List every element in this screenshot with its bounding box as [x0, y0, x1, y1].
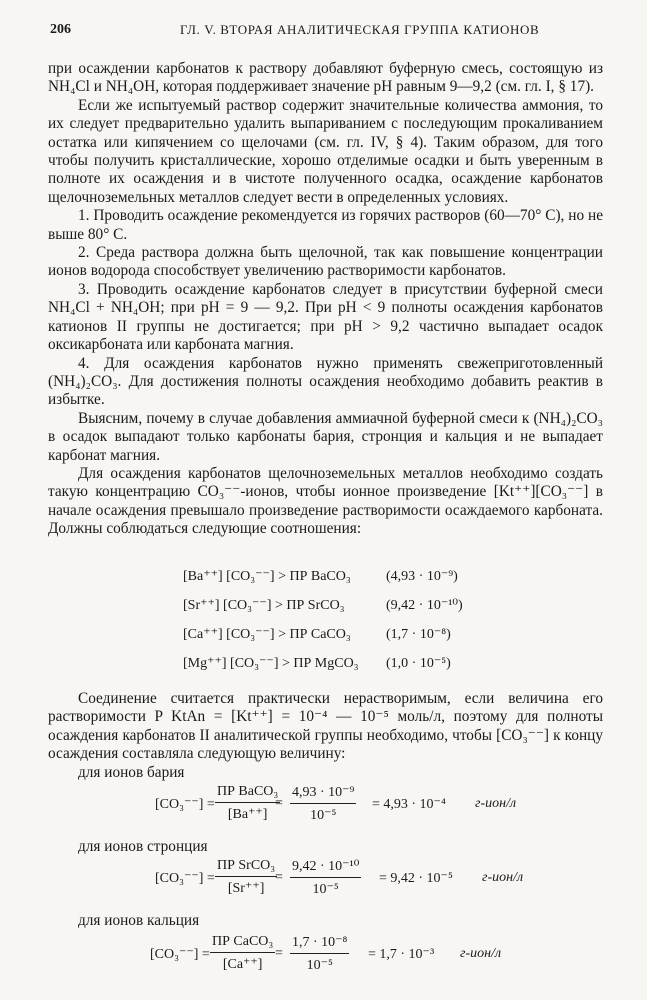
paragraph: при осаждении карбонатов к раствору добавляют буферную смесь, состоящую из NH₄Cl и NH₄OH, которая поддерживает значение pH равным 9—9,2 (см. гл. I, § 17).	[48, 60, 603, 96]
result: = 4,93 · 10⁻⁴	[372, 797, 446, 812]
running-title: ГЛ. V. ВТОРАЯ АНАЛИТИЧЕСКАЯ ГРУППА КАТИОНОВ	[180, 22, 540, 37]
result: = 9,42 · 10⁻⁵	[379, 871, 453, 886]
lhs: [CO₃⁻⁻] =	[155, 797, 215, 812]
numerator: 1,7 · 10⁻⁸	[290, 934, 349, 954]
ion-label: для ионов кальция	[78, 912, 200, 929]
numerator: ПР SrCO₃	[215, 858, 277, 877]
solubility-product-relations	[183, 568, 483, 684]
denominator: 10⁻⁵	[310, 808, 337, 823]
ratio-row	[183, 597, 483, 626]
numerator: ПР CaCO₃	[210, 934, 275, 953]
fraction	[210, 934, 275, 973]
denominator: [Sr⁺⁺]	[227, 881, 265, 896]
lhs: [CO₃⁻⁻] =	[150, 947, 210, 962]
denominator: 10⁻⁵	[306, 958, 333, 973]
page-number: 206	[50, 22, 71, 37]
unit: г-ион/л	[460, 946, 502, 961]
ratio-value: (1,0 · 10⁻⁵)	[386, 656, 451, 671]
ratio-row	[183, 626, 483, 655]
paragraph: Если же испытуемый раствор содержит значительные количества аммония, то их следует предварительно удалить выпариванием с последующим прокаливанием остатка или кипячением со щелочами (см. гл. IV, § 4). Таким образом, для того чтобы получить кристаллические, хорошо отделимые осадки и быть уверенным в полноте их осаждения и в чистоте полученного осадка, осаждение карбонатов щелочноземельных металлов следует вести в определенных условиях.	[48, 96, 603, 206]
paragraph: 3. Проводить осаждение карбонатов следует в присутствии буферной смеси NH₄Cl + NH₄OH; при pH = 9 — 9,2. При pH < 9 полноты осаждения карбонатов катионов II группы не достигается; при pH > 9,2 частично выпадает осадок оксикарбоната или карбоната магния.	[48, 280, 603, 354]
numerator: 9,42 · 10⁻¹⁰	[290, 858, 361, 878]
fraction	[215, 784, 280, 823]
denominator: 10⁻⁵	[312, 882, 339, 897]
ratio-expression: [Ba⁺⁺] [CO₃⁻⁻] > ПР BaCO₃	[183, 569, 351, 584]
denominator: [Ca⁺⁺]	[222, 957, 263, 972]
paragraph: 1. Проводить осаждение рекомендуется из горячих растворов (60—70° C), но не выше 80° C.	[48, 207, 603, 243]
ratio-expression: [Ca⁺⁺] [CO₃⁻⁻] > ПР CaCO₃	[183, 627, 351, 642]
ion-label: для ионов стронция	[78, 838, 208, 855]
numerator: 4,93 · 10⁻⁹	[290, 784, 356, 804]
calc-strontium: [CO₃⁻⁻] = ПР SrCO₃ [Sr⁺⁺] = $\frac{\text{9,42 · 10⁻¹⁰}}{\text{10⁻⁵}}$ = 9,42 · 10⁻⁵ г-ион/л	[155, 858, 524, 897]
solubility-text	[48, 690, 603, 764]
ratio-value: (9,42 · 10⁻¹⁰)	[386, 598, 463, 613]
result: = 1,7 · 10⁻³	[368, 947, 435, 962]
fraction	[290, 858, 361, 898]
ion-label: для ионов бария	[78, 764, 185, 781]
numerator: ПР BaCO₃	[215, 784, 280, 803]
paragraph: Для осаждения карбонатов щелочноземельных металлов необходимо создать такую концентрацию CO₃⁻⁻-ионов, чтобы ионное произведение [Kt⁺⁺][CO₃⁻⁻] в начале осаждения превышало произведение растворимости осаждаемого карбоната. Должны соблюдаться следующие соотношения:	[48, 464, 603, 538]
paragraph: Соединение считается практически нерастворимым, если величина его растворимости P KtAn = [Kt⁺⁺] = 10⁻⁴ — 10⁻⁵ моль/л, поэтому для полноты осаждения карбонатов II аналитической группы необходимо, чтобы [CO₃⁻⁻] к концу осаждения составляла следующую величину:	[48, 690, 603, 763]
unit: г-ион/л	[475, 796, 517, 811]
ratio-expression: [Sr⁺⁺] [CO₃⁻⁻] > ПР SrCO₃	[183, 598, 345, 613]
lhs: [CO₃⁻⁻] =	[155, 871, 215, 886]
fraction	[290, 934, 349, 974]
ratio-value: (4,93 · 10⁻⁹)	[386, 569, 458, 584]
ratio-expression: [Mg⁺⁺] [CO₃⁻⁻] > ПР MgCO₃	[183, 656, 359, 671]
denominator: [Ba⁺⁺]	[227, 807, 268, 822]
ratio-row	[183, 568, 483, 597]
paragraph: 4. Для осаждения карбонатов нужно применять свежеприготовленный (NH₄)₂CO₃. Для достижения полноты осаждения необходимо добавить реактив в избытке.	[48, 354, 603, 409]
page-header	[50, 22, 607, 42]
paragraph: Выясним, почему в случае добавления аммиачной буферной смеси к (NH₄)₂CO₃ в осадок выпадают только карбонаты бария, стронция и кальция и не выпадает карбонат магния.	[48, 409, 603, 464]
body-text	[48, 60, 603, 539]
calc-calcium: [CO₃⁻⁻] = ПР CaCO₃ [Ca⁺⁺] = $\frac{\text{1,7 · 10⁻⁸}}{\text{10⁻⁵}}$ = 1,7 · 10⁻³ г-ион/л	[150, 934, 502, 973]
calc-barium: [CO₃⁻⁻] = ПР BaCO₃ [Ba⁺⁺] = $\frac{\text{4,93 · 10⁻⁹}}{\text{10⁻⁵}}$ = 4,93 · 10⁻⁴ г-ион/л	[155, 784, 517, 823]
ratio-row	[183, 655, 483, 684]
ratio-value: (1,7 · 10⁻⁸)	[386, 627, 451, 642]
paragraph: 2. Среда раствора должна быть щелочной, так как повышение концентрации ионов водорода способствует увеличению растворимости карбонатов.	[48, 244, 603, 280]
fraction	[290, 784, 356, 824]
unit: г-ион/л	[482, 870, 524, 885]
fraction	[215, 858, 277, 897]
